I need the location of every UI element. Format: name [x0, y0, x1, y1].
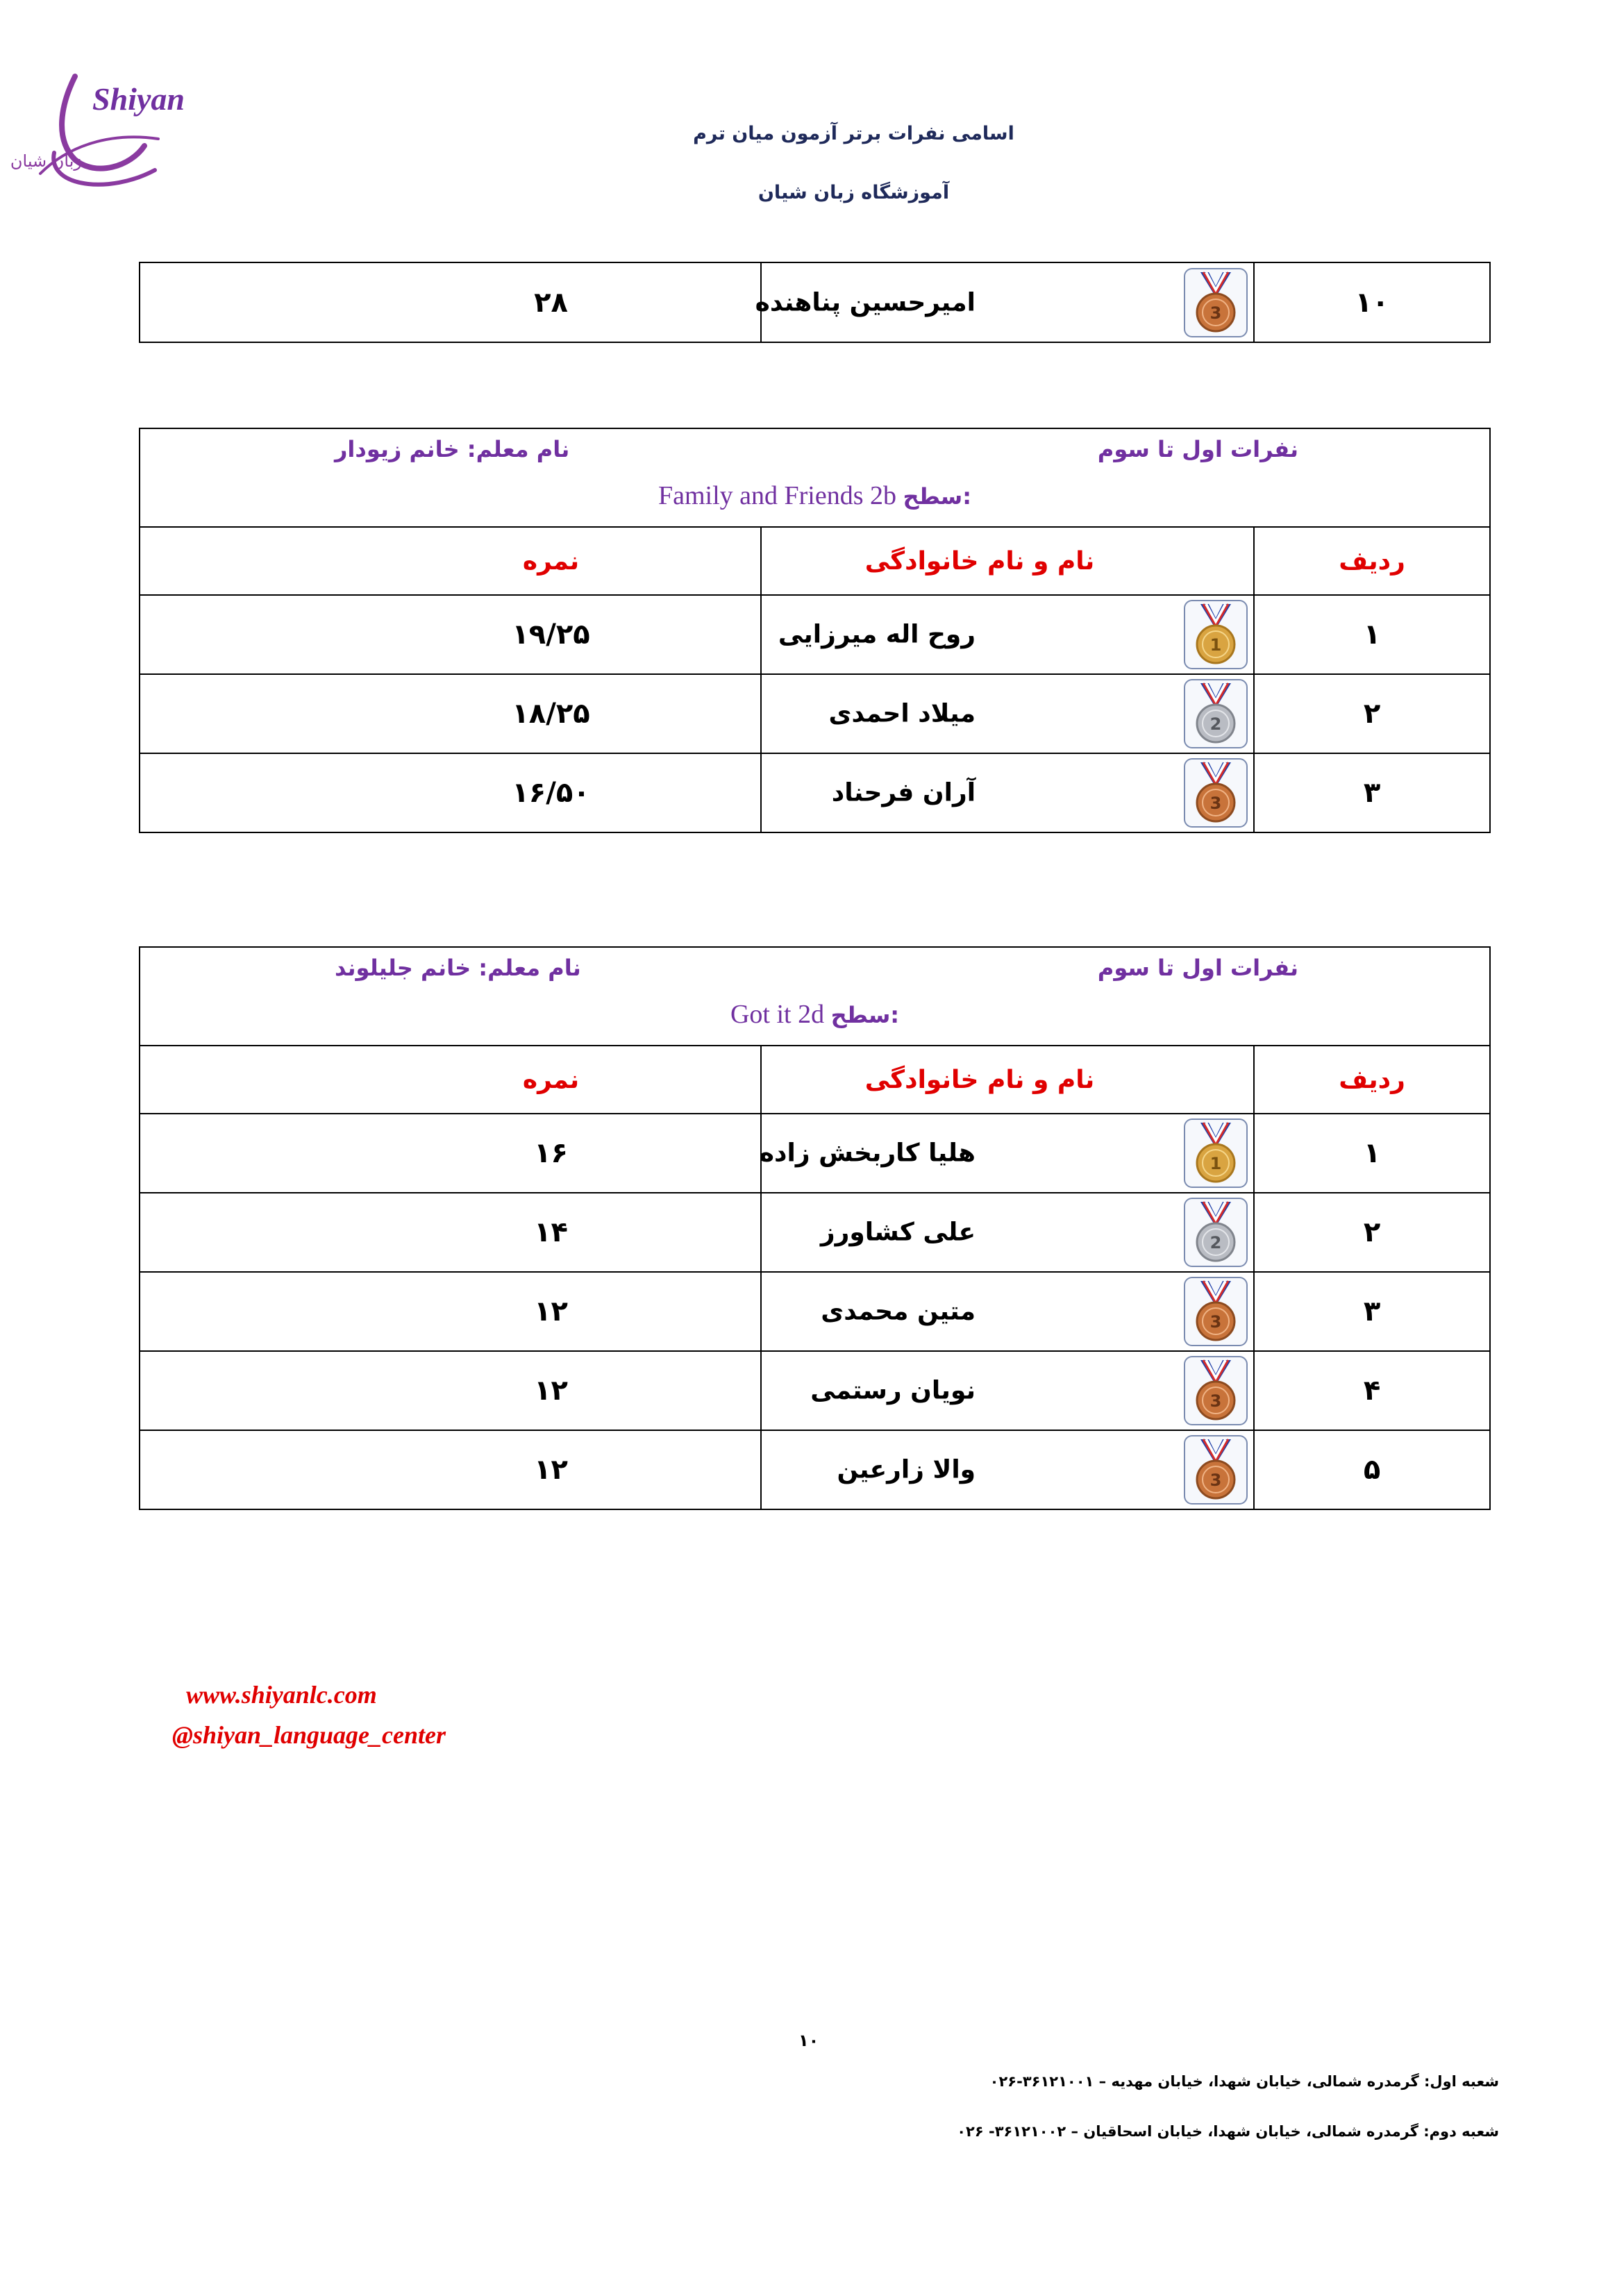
- student-name: علی کشاورز: [820, 1218, 976, 1247]
- bronze-medal-icon: [1184, 1277, 1248, 1346]
- page-title: اسامی نفرات برتر آزمون میان ترم: [693, 123, 1014, 144]
- student-name: متین محمدی: [821, 1297, 976, 1326]
- svg-text:1: 1: [1209, 1154, 1222, 1173]
- logo-brand-text: Shiyan: [92, 81, 185, 117]
- table-info-row: [140, 428, 1490, 527]
- page-subtitle: آموزشگاه زبان شیان: [757, 182, 950, 203]
- svg-text:3: 3: [1209, 794, 1222, 813]
- svg-text:1: 1: [1209, 635, 1222, 655]
- student-name: نویان رستمی: [810, 1376, 976, 1405]
- name-cell: [761, 1272, 1254, 1351]
- table-row: [140, 1351, 1490, 1430]
- svg-text:3: 3: [1209, 1470, 1222, 1490]
- teacher-name: نام معلم: خانم زیودار: [335, 436, 570, 462]
- student-name: هلیا کاربخش زاده: [759, 1139, 976, 1168]
- name-cell: [761, 1351, 1254, 1430]
- rank-cell: ۴: [1254, 1351, 1490, 1430]
- bronze-medal-icon: [1184, 1356, 1248, 1425]
- table-row: [140, 1430, 1490, 1509]
- level-value: Family and Friends 2b: [658, 481, 897, 510]
- rank-cell: ۱۰: [1254, 262, 1490, 342]
- bronze-medal-icon: [1184, 1435, 1248, 1505]
- svg-text:3: 3: [1209, 303, 1222, 323]
- level-label: سطح:: [903, 483, 972, 510]
- student-name: میلاد احمدی: [828, 699, 976, 728]
- table-header-row: [140, 527, 1490, 595]
- rank-cell: ۲: [1254, 674, 1490, 753]
- name-cell: [761, 595, 1254, 674]
- branch-1-address: شعبه اول: گرمدره شمالی، خیابان شهدا، خیابان مهدیه – ۳۶۱۲۱۰۰۱-۰۲۶: [989, 2073, 1499, 2090]
- table-row: [140, 674, 1490, 753]
- level-label: سطح:: [830, 1002, 900, 1028]
- svg-text:2: 2: [1209, 1233, 1222, 1252]
- header-name: نام و نام خانوادگی: [761, 527, 1254, 595]
- gold-medal-icon: [1184, 600, 1248, 669]
- page-number: ۱۰: [798, 2031, 819, 2050]
- results-table-1: [139, 428, 1491, 833]
- score-cell: ۲۸: [140, 262, 761, 342]
- score-cell: ۱۶: [140, 1114, 761, 1193]
- header-rank: ردیف: [1254, 527, 1490, 595]
- header-rank: ردیف: [1254, 1046, 1490, 1114]
- header-score: نمره: [140, 1046, 761, 1114]
- score-cell: ۱۲: [140, 1272, 761, 1351]
- score-cell: ۱۶/۵۰: [140, 753, 761, 832]
- website-link[interactable]: www.shiyanlc.com: [186, 1681, 377, 1709]
- score-cell: ۱۲: [140, 1351, 761, 1430]
- name-cell: [761, 1430, 1254, 1509]
- header-name: نام و نام خانوادگی: [761, 1046, 1254, 1114]
- name-cell: [761, 674, 1254, 753]
- bronze-medal-icon: [1184, 268, 1248, 337]
- rank-cell: ۲: [1254, 1193, 1490, 1272]
- svg-text:2: 2: [1209, 714, 1222, 734]
- table-row: [140, 595, 1490, 674]
- rank-cell: ۳: [1254, 753, 1490, 832]
- results-table-2: [139, 946, 1491, 1510]
- gold-medal-icon: [1184, 1118, 1248, 1188]
- table-row: [140, 753, 1490, 832]
- rank-cell: ۵: [1254, 1430, 1490, 1509]
- student-name: والا زارعین: [837, 1455, 976, 1484]
- logo-persian-text: زبان شیان: [10, 151, 82, 171]
- silver-medal-icon: [1184, 679, 1248, 748]
- teacher-name: نام معلم: خانم جلیلوند: [335, 955, 581, 981]
- table-row: [140, 262, 1490, 342]
- level-line: [140, 480, 1489, 511]
- bronze-medal-icon: [1184, 758, 1248, 828]
- score-cell: ۱۴: [140, 1193, 761, 1272]
- rank-cell: ۱: [1254, 595, 1490, 674]
- name-cell: [761, 1193, 1254, 1272]
- top-results-table: [139, 262, 1491, 343]
- student-name: روح اله میرزایی: [778, 620, 976, 649]
- table-header-row: [140, 1046, 1490, 1114]
- name-cell: [761, 753, 1254, 832]
- svg-text:3: 3: [1209, 1312, 1222, 1332]
- table-info-row: [140, 947, 1490, 1046]
- level-line: [140, 999, 1489, 1030]
- silver-medal-icon: [1184, 1198, 1248, 1267]
- student-name: آران فرحناد: [831, 778, 976, 807]
- svg-text:3: 3: [1209, 1391, 1222, 1411]
- score-cell: ۱۲: [140, 1430, 761, 1509]
- name-cell: [755, 262, 1254, 342]
- branch-2-address: شعبه دوم: گرمدره شمالی، خیابان شهدا، خیابان اسحاقیان – ۳۶۱۲۱۰۰۲- ۰۲۶: [957, 2123, 1499, 2140]
- student-name: امیرحسین پناهنده: [755, 288, 976, 317]
- rank-cell: ۱: [1254, 1114, 1490, 1193]
- score-cell: ۱۸/۲۵: [140, 674, 761, 753]
- rank-cell: ۳: [1254, 1272, 1490, 1351]
- section-title: نفرات اول تا سوم: [1097, 436, 1299, 462]
- instagram-handle[interactable]: @shiyan_language_center: [172, 1721, 446, 1749]
- table-row: [140, 1193, 1490, 1272]
- score-cell: ۱۹/۲۵: [140, 595, 761, 674]
- table-row: [140, 1272, 1490, 1351]
- section-title: نفرات اول تا سوم: [1097, 955, 1299, 981]
- header-score: نمره: [140, 527, 761, 595]
- table-row: [140, 1114, 1490, 1193]
- name-cell: [761, 1114, 1254, 1193]
- level-value: Got it 2d: [730, 1000, 825, 1029]
